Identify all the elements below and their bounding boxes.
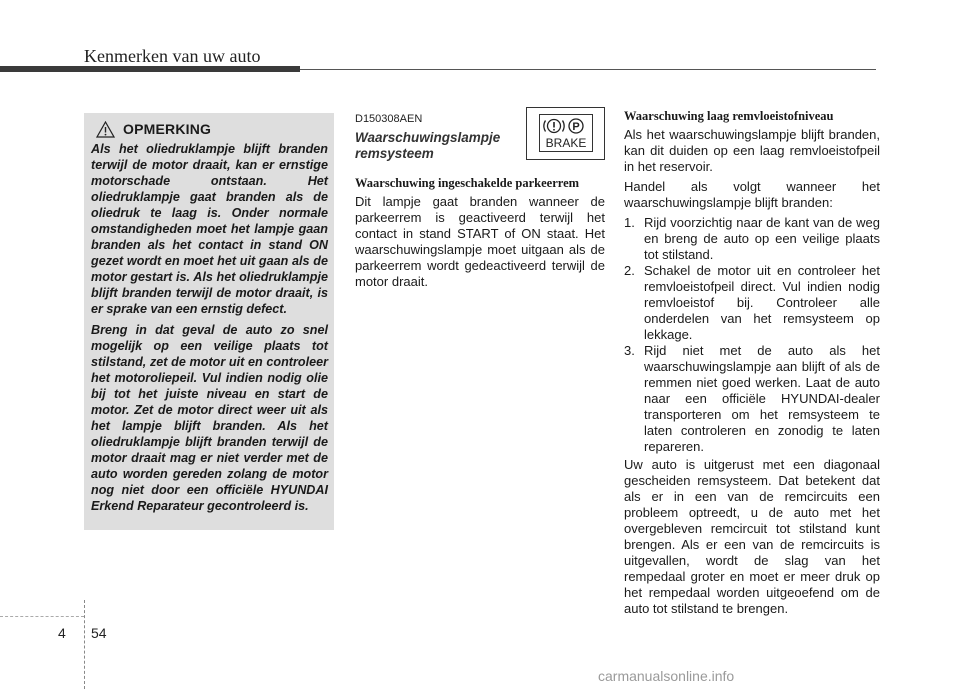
fluid-intro: Als het waarschuwingslampje blijft branden, kan dit duiden op een laag remvloeistofpeil in het reservoir. bbox=[624, 127, 880, 174]
fluid-closing: Uw auto is uitgerust met een diagonaal gescheiden remsysteem. Dat betekent dat als er in een van de remcircuits een probleem optreedt, u de auto met het overgebleven remcircuit tot stilstand kunt brengen. Als er een van de remcircuits is uitgevallen, wordt de slag van het rempedaal groter en moet er meer druk op het rempedaal worden uitgeoefend om de auto tot stilstand te brengen. bbox=[624, 457, 880, 616]
footer-rule bbox=[0, 616, 84, 617]
note-title: OPMERKING bbox=[123, 121, 212, 137]
parking-brake-block bbox=[355, 176, 605, 294]
fluid-level-block bbox=[624, 109, 880, 621]
watermark: carmanualsonline.info bbox=[598, 668, 735, 684]
fluid-steps-list bbox=[624, 215, 880, 455]
parking-brake-heading: Waarschuwing ingeschakelde parkeerrem bbox=[355, 176, 580, 190]
section-code: D150308AEN bbox=[355, 113, 423, 125]
page-header-title: Kenmerken van uw auto bbox=[84, 46, 261, 66]
note-header bbox=[91, 119, 328, 139]
list-item bbox=[624, 343, 880, 455]
step-number: 1. bbox=[624, 215, 635, 230]
step-text: Schakel de motor uit en controleer het remvloeistofpeil direct. Vul indien nodig remvloeistof bij. Controleer alle onderdelen van het remsysteem op lekkage. bbox=[644, 263, 880, 342]
step-text: Rijd voorzichtig naar de kant van de weg en breng de auto op een veilige plaats tot stilstand. bbox=[644, 215, 880, 262]
list-item bbox=[624, 263, 880, 343]
header-bar bbox=[0, 66, 300, 72]
brake-symbol-label: BRAKE bbox=[545, 136, 587, 150]
page-number: 54 bbox=[91, 625, 107, 641]
brake-warning-symbol bbox=[526, 107, 605, 160]
step-text: Rijd niet met de auto als het waarschuwingslampje aan blijft of als de remmen niet goed werken. Laat de auto naar een officiële HYUNDAI-dealer transporteren om het remsysteem te laten controleren en zonodig te laten repareren. bbox=[644, 343, 880, 454]
footer-divider bbox=[84, 600, 85, 689]
fluid-intro-2: Handel als volgt wanneer het waarschuwingslampje blijft branden: bbox=[624, 179, 880, 210]
brake-symbol-frame bbox=[539, 114, 593, 152]
note-box bbox=[84, 113, 334, 530]
note-paragraph: Breng in dat geval de auto zo snel mogelijk op een veilige plaats tot stilstand, zet de motor uit en controleer het motoroliepeil. Vul indien nodig olie bij tot het juiste niveau en start de motor. Zet de motor direct weer uit als het lampje blijft branden. Als het oliedruklampje blijft branden terwijl de motor draait mag er niet verder met de auto worden gereden zolang de motor nog niet door een officiële HYUNDAI Erkend Reparateur gecontroleerd is. bbox=[91, 323, 328, 513]
header-rule bbox=[300, 69, 876, 70]
fluid-heading: Waarschuwing laag remvloeistofniveau bbox=[624, 109, 834, 123]
step-number: 3. bbox=[624, 343, 635, 358]
warning-triangle-icon bbox=[96, 121, 115, 138]
parking-brake-text: Dit lampje gaat branden wanneer de parkeerrem is geactiveerd terwijl het contact in stand START of ON staat. Het waarschuwingslampje moet uitgaan als de parkeerrem wordt gedeactiveerd terwijl de motor draait. bbox=[355, 194, 605, 289]
note-paragraph: Als het oliedruklampje blijft branden terwijl de motor draait, kan er ernstige motorschade ontstaan. Het oliedruklampje gaat branden als de oliedruk te laag is. Onder normale omstandigheden moet het lampje gaan branden als het contact in stand ON gezet wordt en moet het uit gaan als de motor gestart is. Als het oliedruklampje blijft branden terwijl de motor draait, is er sprake van een ernstig defect. bbox=[91, 142, 328, 316]
svg-text:P: P bbox=[572, 121, 580, 133]
step-number: 2. bbox=[624, 263, 635, 278]
list-item bbox=[624, 215, 880, 263]
chapter-number: 4 bbox=[58, 625, 66, 641]
section-title: Waarschuwingslampje remsysteem bbox=[355, 130, 501, 161]
